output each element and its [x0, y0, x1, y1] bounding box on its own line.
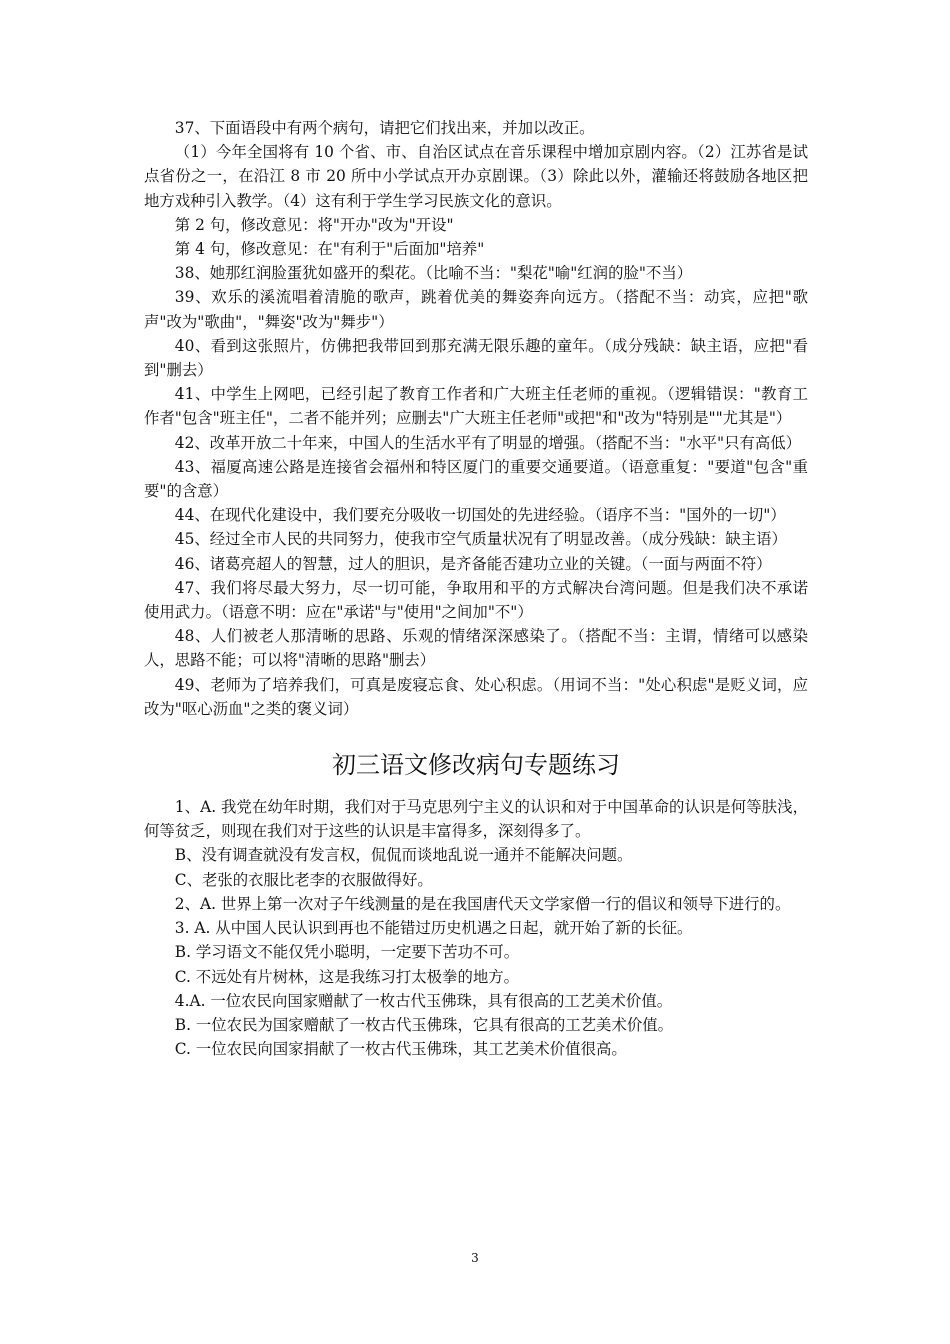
paragraph: 43、福厦高速公路是连接省会福州和特区厦门的重要交通要道。（语意重复："要道"包含"重要"的含意） — [144, 457, 808, 501]
paragraph: 49、老师为了培养我们，可真是废寝忘食、处心积虑。（用词不当："处心积虑"是贬义词，应改为"呕心沥血"之类的褒义词） — [144, 675, 808, 718]
paragraph: 41、中学生上网吧，已经引起了教育工作者和广大班主任老师的重视。（逻辑错误："教育工作者"包含"班主任"，二者不能并列；应删去"广大班主任老师"或把"和"改为"特别是""尤其是"） — [144, 385, 808, 428]
paragraph: （1）今年全国将有 10 个省、市、自治区试点在音乐课程中增加京剧内容。（2）江苏省是试点省份之一，在沿江 8 市 20 所中小学试点开办京剧课。（3）除此以外，灌输还将鼓励各地区把地方戏种引入教学。（4）这有利于学生学习民族文化的意识。 — [144, 143, 808, 210]
paragraph: 42、改革开放二十年来，中国人的生活水平有了明显的增强。（搭配不当："水平"只有高低） — [174, 433, 802, 452]
exercise-item: B. 学习语文不能仅凭小聪明，一定要下苦功不可。 — [174, 943, 520, 962]
section-title: 初三语文修改病句专题练习 — [332, 751, 620, 780]
paragraph: 37、下面语段中有两个病句，请把它们找出来，并加以改正。 — [174, 119, 595, 137]
exercise-item: B、没有调查就没有发言权，侃侃而谈地乱说一通并不能解决问题。 — [174, 846, 633, 865]
exercise-item: C. 不远处有片树林，这是我练习打太极拳的地方。 — [174, 967, 520, 986]
paragraph: 第 2 句，修改意见：将"开办"改为"开设" — [174, 215, 454, 234]
paragraph: 38、她那红润脸蛋犹如盛开的梨花。（比喻不当："梨花"喻"红润的脸"不当） — [174, 264, 693, 283]
exercise-item: 3. A. 从中国人民认识到再也不能错过历史机遇之日起，就开始了新的长征。 — [174, 919, 693, 938]
paragraph: 第 4 句，修改意见：在"有利于"后面加"培养" — [174, 240, 485, 259]
exercise-item: C、老张的衣服比老李的衣服做得好。 — [174, 870, 433, 889]
paragraph: 48、人们被老人那清晰的思路、乐观的情绪深深感染了。（搭配不当：主谓，情绪可以感染人，思路不能；可以将"清晰的思路"删去） — [144, 627, 808, 670]
paragraph: 46、诸葛亮超人的智慧，过人的胆识，是齐备能否建功立业的关键。（一面与两面不符） — [174, 554, 772, 573]
paragraph: 44、在现代化建设中，我们要充分吸收一切国处的先进经验。（语序不当："国外的一切"） — [174, 506, 786, 525]
exercise-item: B. 一位农民为国家赠献了一枚古代玉佛珠，它具有很高的工艺美术价值。 — [174, 1015, 674, 1034]
page-content — [144, 116, 808, 1061]
exercise-item: C. 一位农民向国家捐献了一枚古代玉佛珠，其工艺美术价值很高。 — [174, 1040, 627, 1059]
paragraph: 47、我们将尽最大努力，尽一切可能，争取用和平的方式解决台湾问题。但是我们决不承诺使用武力。（语意不明：应在"承诺"与"使用"之间加"不"） — [144, 578, 808, 622]
paragraph: 40、看到这张照片，仿佛把我带回到那充满无限乐趣的童年。（成分残缺：缺主语，应把"看到"删去） — [144, 336, 808, 380]
paragraph: 39、欢乐的溪流唱着清脆的歌声，跳着优美的舞姿奔向远方。（搭配不当：动宾，应把"歌声"改为"歌曲"，"舞姿"改为"舞步"） — [144, 288, 808, 331]
exercise-item: 2、A. 世界上第一次对子午线测量的是在我国唐代天文学家僧一行的倡议和领导下进行的。 — [174, 894, 791, 913]
paragraph: 45、经过全市人民的共同努力，使我市空气质量状况有了明显改善。（成分残缺：缺主语） — [174, 530, 787, 549]
exercise-item: 1、A. 我党在幼年时期，我们对于马克思列宁主义的认识和对于中国革命的认识是何等肤浅，何等贫乏，则现在我们对于这些的认识是丰富得多，深刻得多了。 — [144, 798, 808, 841]
exercise-item: 4.A. 一位农民向国家赠献了一枚古代玉佛珠，具有很高的工艺美术价值。 — [174, 991, 673, 1010]
page-number: 3 — [471, 1251, 479, 1265]
